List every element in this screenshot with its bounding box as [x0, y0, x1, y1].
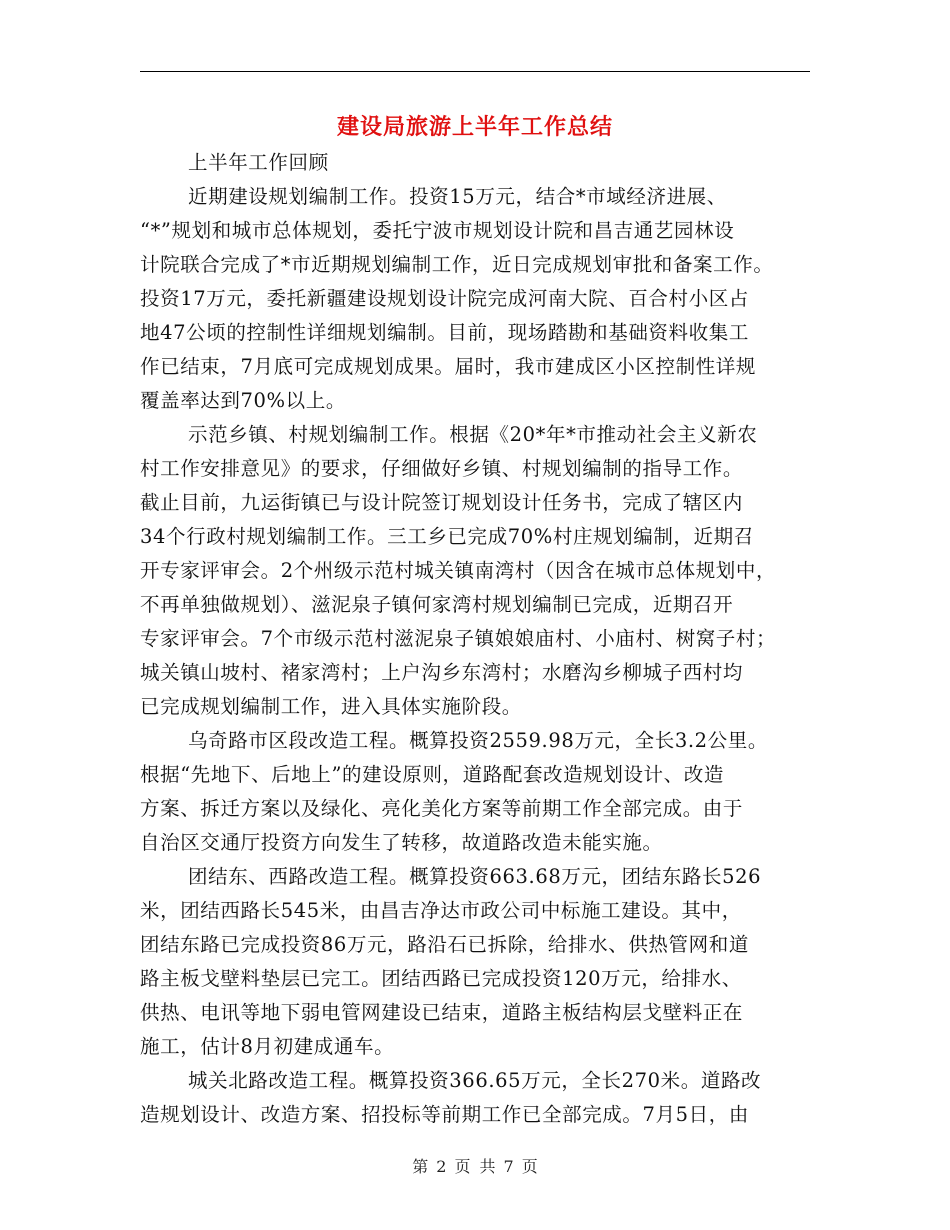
text-line: 城关镇山坡村、褚家湾村；上户沟乡东湾村；水磨沟乡柳城子西村均: [140, 661, 744, 684]
text-line: 城关北路改造工程。概算投资366.65万元，全长270米。道路改: [188, 1069, 762, 1092]
document-body: [140, 146, 815, 1132]
text-line: 计院联合完成了*市近期规划编制工作，近日完成规划审批和备案工作。: [140, 253, 774, 276]
footer-suffix: 页: [521, 1157, 538, 1176]
text-line: 不再单独做规划）、滋泥泉子镇何家湾村规划编制已完成，近期召开: [140, 593, 734, 616]
footer-middle: 页 共: [454, 1157, 496, 1176]
text-line: 地47公顷的控制性详细规划编制。目前，现场踏勘和基础资料收集工: [140, 321, 749, 344]
text-line: “*”规划和城市总体规划，委托宁波市规划设计院和昌吉通艺园林设: [140, 219, 735, 242]
text-line: 示范乡镇、村规划编制工作。根据《20*年*市推动社会主义新农: [188, 423, 758, 446]
footer-page-number: 2: [436, 1157, 447, 1176]
text-line: 作已结束，7月底可完成规划成果。届时，我市建成区小区控制性详规: [140, 355, 757, 378]
text-line: 上半年工作回顾: [188, 151, 329, 174]
text-line: 供热、电讯等地下弱电管网建设已结束，道路主板结构层戈壁料正在: [140, 1001, 744, 1024]
text-line: 专家评审会。7个市级示范村滋泥泉子镇娘娘庙村、小庙村、树窝子村；: [140, 627, 777, 650]
text-line: 投资17万元，委托新疆建设规划设计院完成河南大院、百合村小区占: [140, 287, 749, 310]
page-footer: [0, 1154, 950, 1177]
text-line: 村工作安排意见》的要求，仔细做好乡镇、村规划编制的指导工作。: [140, 457, 744, 480]
document-title: 建设局旅游上半年工作总结: [336, 114, 613, 140]
text-line: 路主板戈壁料垫层已完工。团结西路已完成投资120万元，给排水、: [140, 967, 742, 990]
text-line: 施工，估计8月初建成通车。: [140, 1035, 395, 1058]
text-line: 开专家评审会。2个州级示范村城关镇南湾村（因含在城市总体规划中，: [140, 559, 777, 582]
text-line: 团结东、西路改造工程。概算投资663.68万元，团结东路长526: [188, 865, 762, 888]
text-line: 覆盖率达到70%以上。: [140, 389, 346, 412]
text-line: 方案、拆迁方案以及绿化、亮化美化方案等前期工作全部完成。由于: [140, 797, 744, 820]
text-line: 根据“先地下、后地上”的建设原则，道路配套改造规划设计、改造: [140, 763, 724, 786]
text-line: 近期建设规划编制工作。投资15万元，结合*市域经济进展、: [188, 185, 727, 208]
text-line: 乌奇路市区段改造工程。概算投资2559.98万元，全长3.2公里。: [188, 729, 768, 752]
text-line: 团结东路已完成投资86万元，路沿石已拆除，给排水、供热管网和道: [140, 933, 749, 956]
text-line: 已完成规划编制工作，进入具体实施阶段。: [140, 695, 522, 718]
text-line: 自治区交通厅投资方向发生了转移，故道路改造未能实施。: [140, 831, 663, 854]
text-line: 造规划设计、改造方案、招投标等前期工作已全部完成。7月5日，由: [140, 1103, 749, 1126]
footer-total-pages: 7: [503, 1157, 514, 1176]
text-line: 截止目前，九运街镇已与设计院签订规划设计任务书，完成了辖区内: [140, 491, 744, 514]
text-line: 34个行政村规划编制工作。三工乡已完成70%村庄规划编制，近期召: [140, 525, 754, 548]
footer-prefix: 第: [412, 1157, 429, 1176]
text-line: 米，团结西路长545米，由昌吉净达市政公司中标施工建设。其中，: [140, 899, 742, 922]
header-rule: [140, 71, 810, 72]
